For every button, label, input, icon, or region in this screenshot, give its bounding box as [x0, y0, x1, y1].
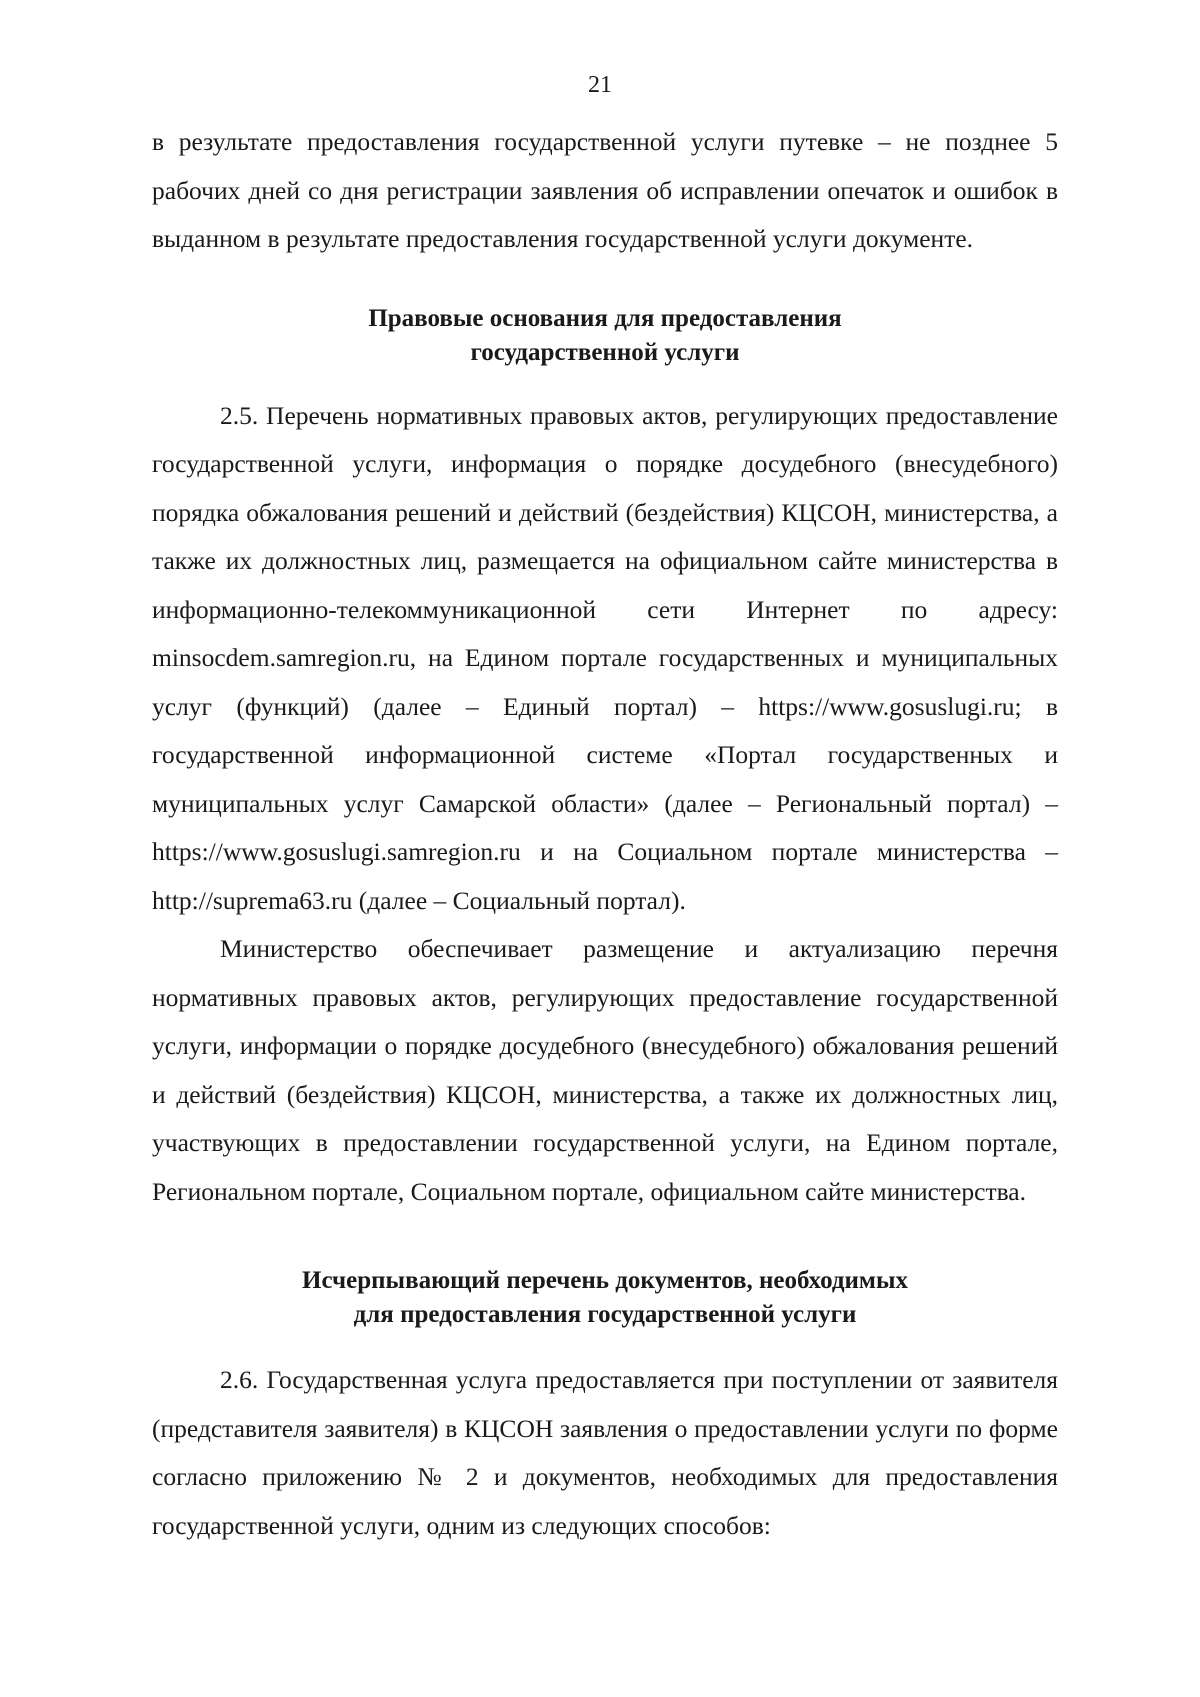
section-heading-legal-basis [152, 302, 1058, 370]
paragraph-continuation: в результате предоставления государственной услуги путевке – не позднее 5 рабочих дней со дня регистрации заявления об исправлении опечаток и ошибок в выданном в результате предоставления государственной услуги документе. [152, 127, 1058, 253]
section-heading-documents-list [152, 1264, 1058, 1332]
document-body [152, 118, 1058, 1550]
page-number: 21 [588, 72, 612, 98]
paragraph-2-6: 2.6. Государственная услуга предоставляется при поступлении от заявителя (представителя заявителя) в КЦСОН заявления о предоставлении услуги по форме согласно приложению № 2 и документов, необходимых для предоставления государственной услуги, одним из следующих способов: [152, 1365, 1058, 1540]
paragraph-2-5: 2.5. Перечень нормативных правовых актов, регулирующих предоставление государственной услуги, информация о порядке досудебного (внесудебного) порядка обжалования решений и действий (бездействия) КЦСОН, министерства, а также их должностных лиц, размещается на официальном сайте министерства в информационно-телекоммуникационной сети Интернет по адресу: minsocdem.samregion.ru, на Едином портале государственных и муниципальных услуг (функций) (далее – Единый портал) – https://www.gosuslugi.ru; в государственной информационной системе «Портал государственных и муниципальных услуг Самарской области» (далее – Региональный портал) – https://www.gosuslugi.samregion.ru и на Социальном портале министерства – http://suprema63.ru (далее – Социальный портал). [152, 400, 1058, 915]
heading-line: для предоставления государственной услуги [353, 1301, 857, 1328]
heading-line: государственной услуги [470, 338, 740, 366]
heading-line: Правовые основания для предоставления [368, 304, 842, 332]
heading-line: Исчерпывающий перечень документов, необходимых [302, 1267, 908, 1294]
paragraph-ministry: Министерство обеспечивает размещение и актуализацию перечня нормативных правовых актов, регулирующих предоставление государственной услуги, информации о порядке досудебного (внесудебного) обжалования решений и действий (бездействия) КЦСОН, министерства, а также их должностных лиц, участвующих в предоставлении государственной услуги, на Едином портале, Региональном портале, Социальном портале, официальном сайте министерства. [152, 934, 1058, 1206]
